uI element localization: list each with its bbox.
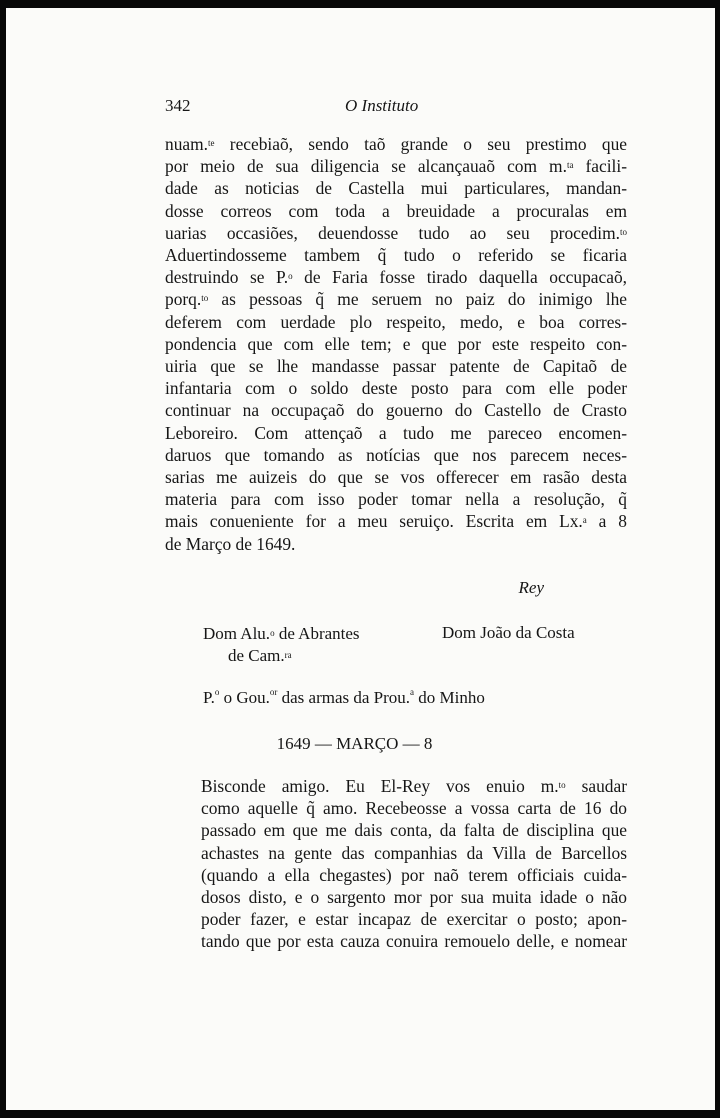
text-line: materia para com isso poder tomar nella a resolução, q̃ <box>165 489 627 510</box>
text-line: dade as noticias de Castella mui particulares, mandan- <box>165 178 627 199</box>
text-line: nuam.$^{te}$ recebiaõ, sendo taõ grande o seu prestimo que <box>165 134 627 154</box>
signatory-left-name: Dom Alu.$^o$ de Abrantes <box>203 624 360 643</box>
text-line: deferem com uerdade plo respeito, medo, e boa corres- <box>165 311 627 332</box>
text-line: daruos que tomando as notícias que nos parecem neces- <box>165 444 627 465</box>
letter-body-2 <box>165 775 627 953</box>
text-line: continuar na occupaçaõ do gouerno do Castello de Crasto <box>165 400 627 421</box>
letter-body-1 <box>165 133 627 555</box>
text-line: dosse correos com toda a breuidade a procuralas em <box>165 200 627 221</box>
text-line: passado em que me dais conta, da falta de disciplina que <box>201 820 627 841</box>
text-line: Bisconde amigo. Eu El-Rey vos enuio m.$^{to}$ saudar <box>201 776 627 796</box>
text-line: mais conueniente for a meu seruiço. Escrita em Lx.$^a$ a 8 <box>165 511 627 532</box>
page-number: 342 <box>165 96 191 115</box>
text-line: infantaria com o soldo deste posto para com elle poder <box>165 378 627 399</box>
running-head: O Instituto <box>345 96 419 115</box>
text-line: tando que por esta cauza conuira remouelo delle, e nomear <box>201 931 627 952</box>
text-line: uarias occasiões, deuendosse tudo ao seu procedim.$^{to}$ <box>165 222 627 243</box>
text-line: achastes na gente das companhias da Villa de Barcellos <box>201 842 627 863</box>
text-line: destruindo se P.$^o$ de Faria fosse tirado daquella occupacaõ, <box>165 267 627 288</box>
text-line: pondencia que com elle tem; e que por este respeito con- <box>165 333 627 354</box>
text-line: sarias me auizeis do que se vos offerecer em rasão desta <box>165 467 627 488</box>
text-line: (quando a ella chegastes) por naõ terem officiais cuida- <box>201 864 627 885</box>
text-line: Aduertindosseme tambem q̃ tudo o referido se ficaria <box>165 245 627 266</box>
letter-addressee: P.$^o$ o Gou.$^{or}$ das armas da Prou.$^a$ do Minho <box>203 687 485 707</box>
signatory-left-title: de Cam.$^{ra}$ <box>228 646 292 665</box>
signature-rey: Rey <box>518 578 544 597</box>
text-line: como aquelle q̃ amo. Recebeosse a vossa carta de 16 do <box>201 798 627 819</box>
text-line: dosos disto, e o sargento mor por sua muita idade o não <box>201 887 627 908</box>
text-line: de Março de 1649. <box>165 533 296 554</box>
text-line: Leboreiro. Com attençaõ a tudo me pareceo encomen- <box>165 422 627 443</box>
page-header <box>165 96 625 120</box>
signatory-right: Dom João da Costa <box>442 623 575 642</box>
letter-dateline: 1649 — MARÇO — 8 <box>276 734 433 753</box>
text-line: uiria que se lhe mandasse passar patente de Capitaõ de <box>165 356 627 377</box>
signatory-left <box>203 623 360 667</box>
text-line: porq.$^{to}$ as pessoas q̃ me seruem no paiz do inimigo lhe <box>165 289 627 310</box>
text-line: poder fazer, e estar incapaz de exercitar o posto; apon- <box>201 909 627 930</box>
text-line: por meio de sua diligencia se alcançauaõ com m.$^{ta}$ facili- <box>165 156 627 177</box>
